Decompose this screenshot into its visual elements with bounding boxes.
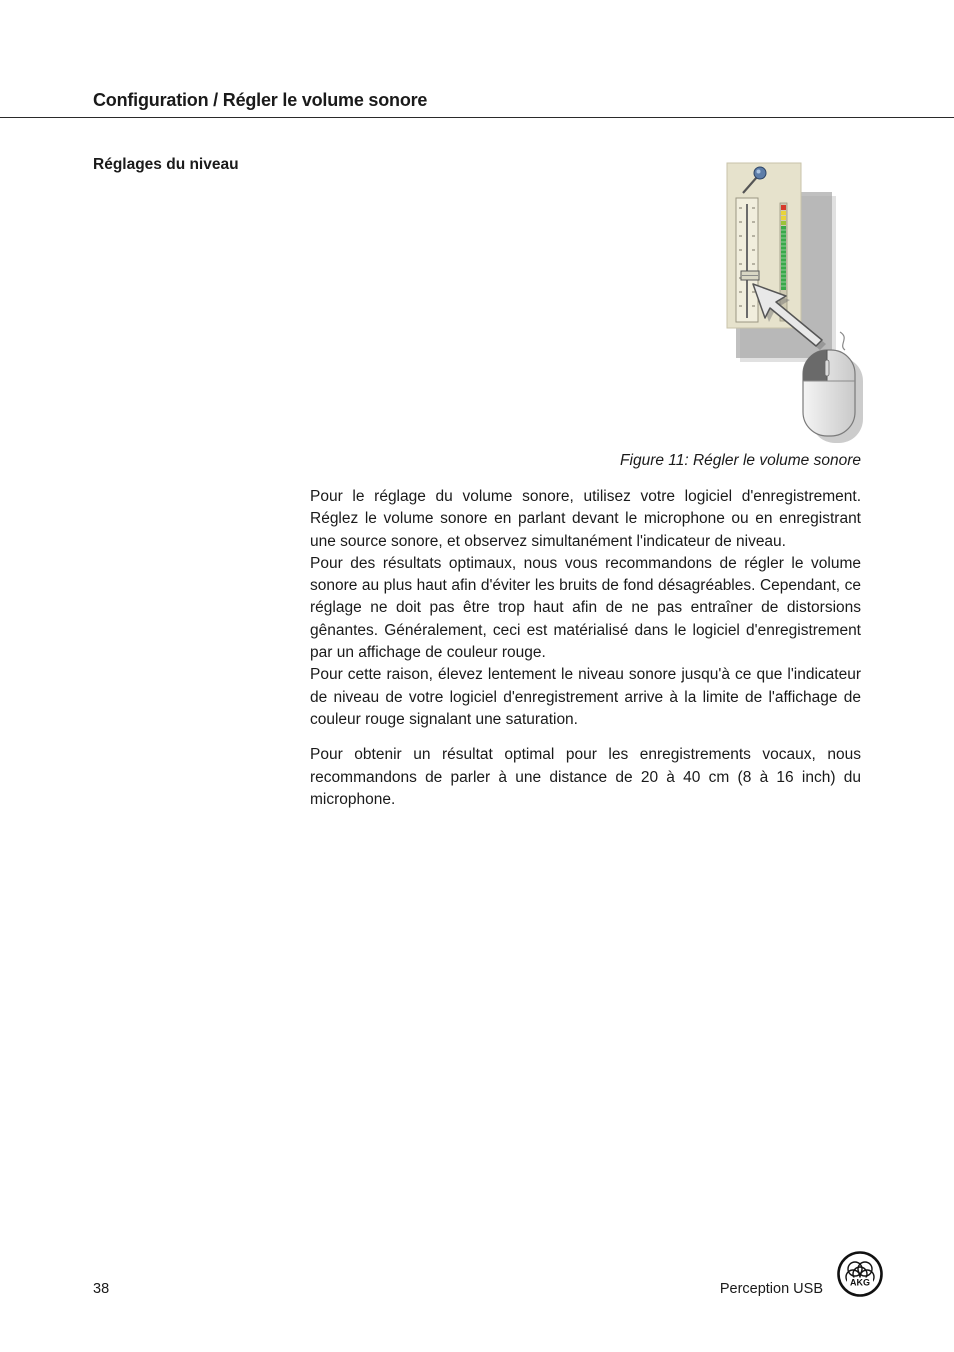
paragraph: Pour des résultats optimaux, nous vous recommandons de régler le volume sonore au plus haut afin d'éviter les bruits de fond désagréables. Cependant, ce réglage ne doit pas être trop haut afin de ne pas entraîner de distorsions gênantes. Généralement, ceci est matérialisé dans le logiciel d'enregistrement par un affichage de couleur rouge. <box>310 554 861 662</box>
akg-logo <box>836 1250 884 1298</box>
paragraph: Pour obtenir un résultat optimal pour les enregistrements vocaux, nous recommandons de parler à une distance de 20 à 40 cm (8 à 16 inch) du microphone. <box>310 746 861 808</box>
svg-text:AKG: AKG <box>850 1277 870 1288</box>
paragraph: Pour le réglage du volume sonore, utilisez votre logiciel d'enregistrement. Réglez le volume sonore en parlant devant le microphone ou en enregistrant une source sonore, et observez simultanément l'indicateur de niveau. <box>310 488 861 550</box>
page-number: 38 <box>93 1281 110 1297</box>
volume-slider <box>736 198 759 322</box>
section-title: Réglages du niveau <box>93 156 239 173</box>
paragraph: Pour cette raison, élevez lentement le niveau sonore jusqu'à ce que l'indicateur de niveau de votre logiciel d'enregistrement arrive à la limite de l'affichage de couleur rouge signalant une saturation. <box>310 666 861 728</box>
figure-caption: Figure 11: Régler le volume sonore <box>620 452 861 469</box>
page-header-title: Configuration / Régler le volume sonore <box>93 90 428 110</box>
volume-figure <box>720 160 865 445</box>
product-name: Perception USB <box>719 1281 823 1297</box>
volume-illustration <box>720 160 865 445</box>
body-text <box>310 486 861 811</box>
header-divider <box>0 117 954 118</box>
